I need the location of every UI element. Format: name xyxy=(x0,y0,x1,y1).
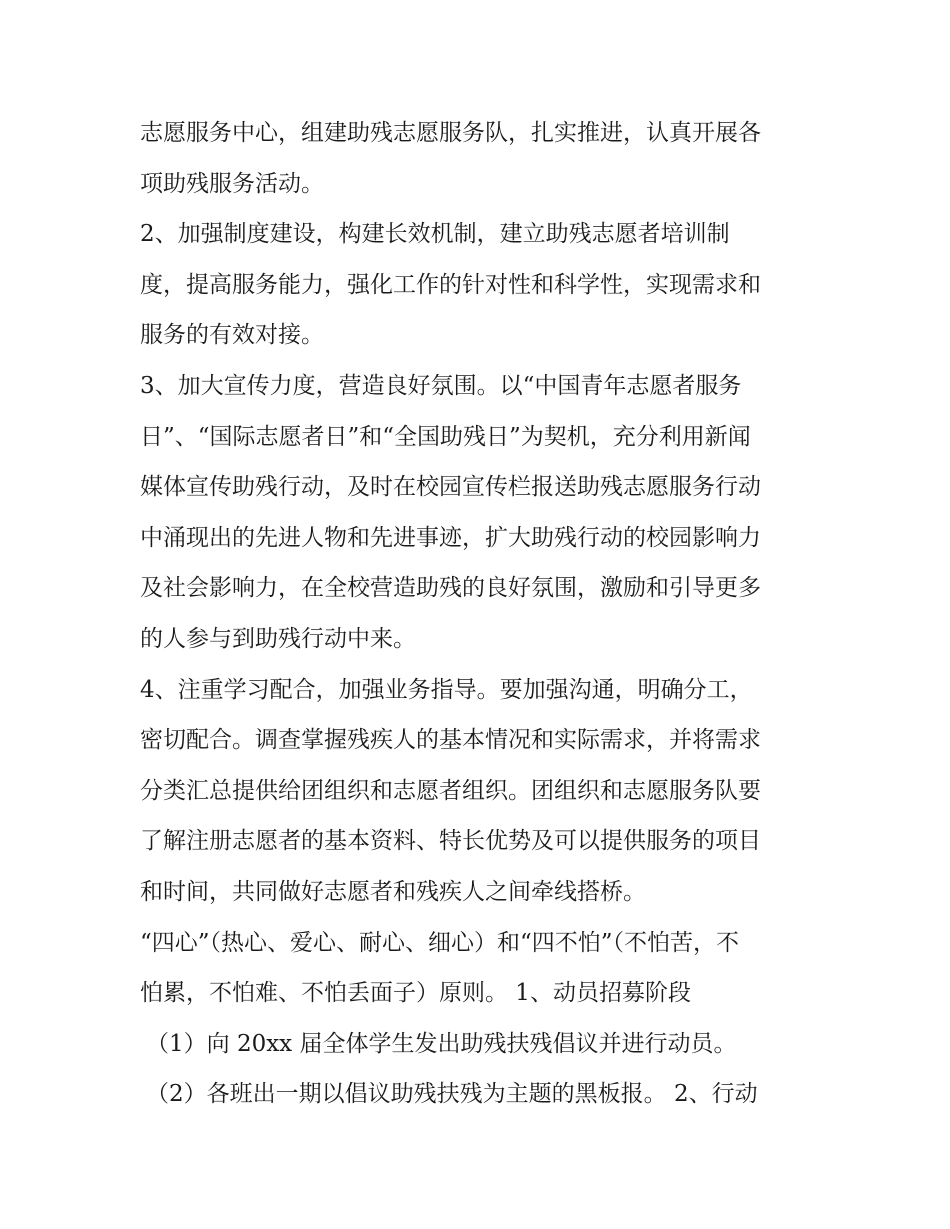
text-line: 服务的有效对接。 xyxy=(140,322,324,349)
text-line: 3、加大宣传力度，营造良好氛围。以“中国青年志愿者服务 xyxy=(140,372,742,399)
text-line: “四心”（热心、爱心、耐心、细心）和“四不怕”（不怕苦，不 xyxy=(140,929,740,956)
text-line: 度，提高服务能力，强化工作的针对性和科学性，实现需求和 xyxy=(140,271,761,298)
text-line: 4、注重学习配合，加强业务指导。要加强沟通，明确分工， xyxy=(140,676,753,703)
text-line: 中涌现出的先进人物和先进事迹，扩大助残行动的校园影响力 xyxy=(140,524,761,551)
text-line: 项助残服务活动。 xyxy=(140,170,324,197)
text-line: 分类汇总提供给团组织和志愿者组织。团组织和志愿服务队要 xyxy=(140,777,761,804)
text-line: 志愿服务中心，组建助残志愿服务队，扎实推进，认真开展各 xyxy=(140,120,761,146)
text-line: 2、加强制度建设，构建长效机制，建立助残志愿者培训制 xyxy=(140,221,730,248)
text-line: 的人参与到助残行动中来。 xyxy=(140,625,416,652)
text-line: （1）向 20xx 届全体学生发出助残扶残倡议并进行动员。 xyxy=(146,1030,737,1057)
text-line: 日”、“国际志愿者日”和“全国助残日”为契机，充分利用新闻 xyxy=(140,423,751,450)
text-line: 和时间，共同做好志愿者和残疾人之间牵线搭桥。 xyxy=(140,878,646,905)
text-line: 密切配合。调查掌握残疾人的基本情况和实际需求，并将需求 xyxy=(140,727,761,754)
text-line: （2）各班出一期以倡议助残扶残为主题的黑板报。 2、行动 xyxy=(146,1081,758,1108)
text-line: 媒体宣传助残行动，及时在校园宣传栏报送助残志愿服务行动 xyxy=(140,474,761,501)
document-body xyxy=(140,108,820,1120)
text-line: 了解注册志愿者的基本资料、特长优势及可以提供服务的项目 xyxy=(140,828,761,855)
text-line: 怕累，不怕难、不怕丢面子）原则。 1、动员招募阶段 xyxy=(140,980,691,1007)
text-line: 及社会影响力，在全校营造助残的良好氛围，激励和引导更多 xyxy=(140,575,761,602)
